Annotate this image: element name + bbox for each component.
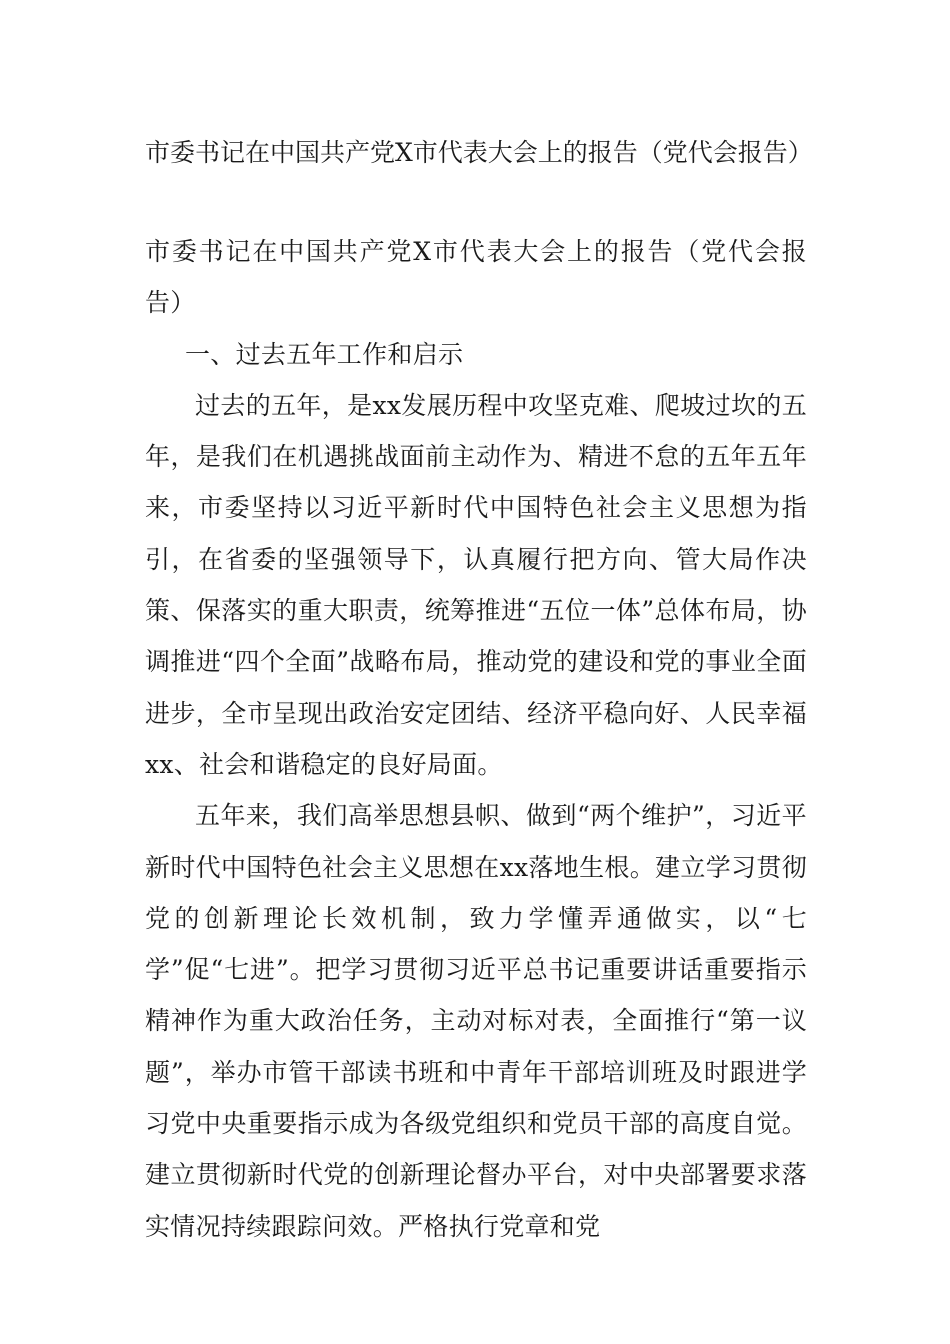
section-heading: 一、过去五年工作和启示: [185, 339, 464, 369]
paragraph: 五年来，我们高举思想县帜、做到“两个维护”，习近平新时代中国特色社会主义思想在xx落地生根。建立学习贯彻党的创新理论长效机制，致力学懂弄通做实，以“七学”促“七进”。把学习贯彻习近平总书记重要讲话重要指示精神作为重大政治任务，主动对标对表，全面推行“第一议题”，举办市管干部读书班和中青年干部培训班及时跟进学习党中央重要指示成为各级党组织和党员干部的高度自觉。建立贯彻新时代党的创新理论督办平台，对中央部署要求落实情况持续跟踪问效。严格执行党章和党: [145, 801, 807, 1241]
document-body: [145, 226, 807, 1252]
document-title: 市委书记在中国共产党X市代表大会上的报告（党代会报告）: [145, 138, 813, 167]
document-subtitle: 市委书记在中国共产党X市代表大会上的报告（党代会报告）: [145, 237, 807, 318]
paragraph: 过去的五年，是xx发展历程中攻坚克难、爬坡过坎的五年，是我们在机遇挑战面前主动作为、精进不怠的五年五年来，市委坚持以习近平新时代中国特色社会主义思想为指引，在省委的坚强领导下，认真履行把方向、管大局作决策、保落实的重大职责，统筹推进“五位一体”总体布局，协调推进“四个全面”战略布局，推动党的建设和党的事业全面进步，全市呈现出政治安定团结、经济平稳向好、人民幸福xx、社会和谐稳定的良好局面。: [145, 390, 807, 779]
